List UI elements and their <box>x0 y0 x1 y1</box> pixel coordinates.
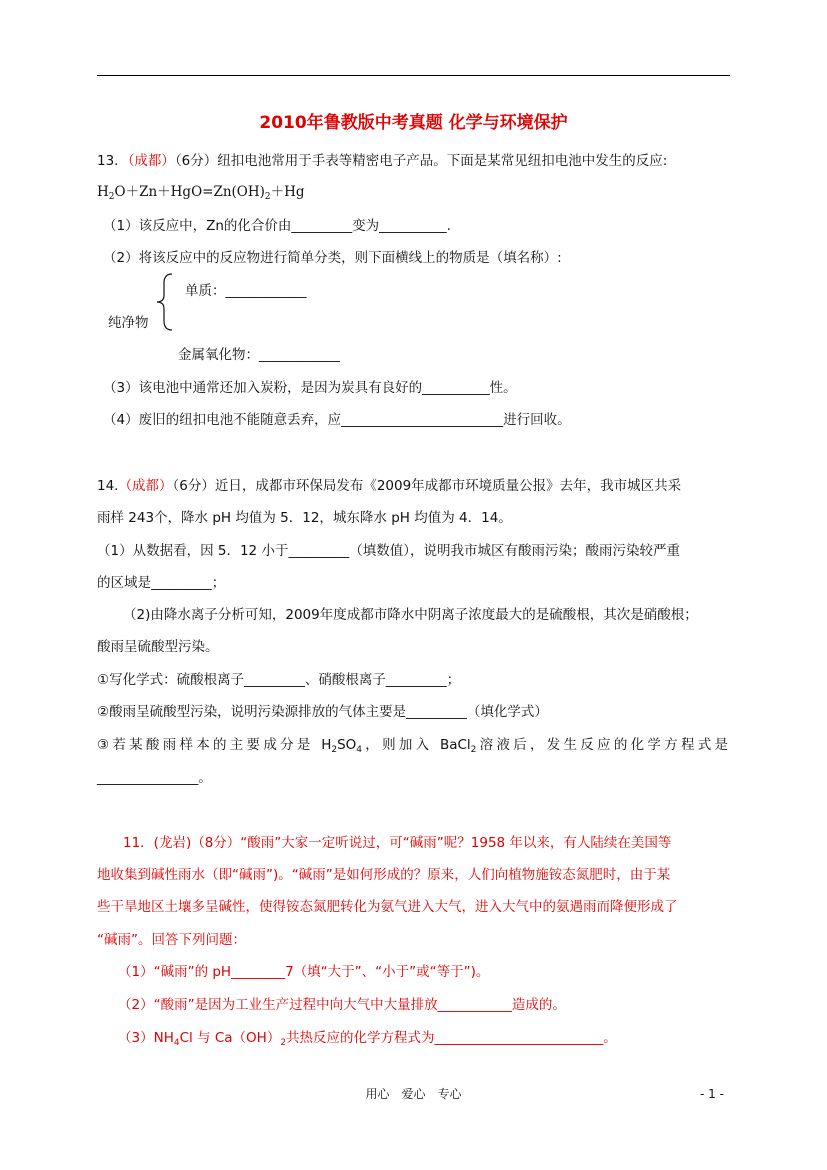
q11-stem-line3: 些干旱地区土壤多呈碱性，使得铵态氮肥转化为氨气进入大气，进入大气中的氨遇雨而降便形成了 <box>97 899 678 915</box>
q13-stem-text: （6分）纽扣电池常用于手表等精密电子产品。下面是某常见纽扣电池中发生的反应: <box>174 153 668 169</box>
q11-stem-line1: 11．(龙岩)（8分）“酸雨”大家一定听说过，可“碱雨”呢？1958 年以来，有人陆续在美国等 <box>123 835 672 851</box>
q14-stem-line1: 14.（成都）（6分）近日，成都市环保局发布《2009年成都市环境质量公报》去年，我市城区共采 <box>97 478 682 494</box>
q13-danzhi: 单质：____________ <box>185 283 307 299</box>
q14-part2-line2: 酸雨呈硫酸型污染。 <box>97 639 219 655</box>
q13-stem <box>97 152 667 170</box>
q14-part1-line2: 的区域是_________； <box>97 575 226 591</box>
q13-source: （成都） <box>127 153 175 169</box>
page-title: 2010年鲁教版中考真题 化学与环境保护 <box>259 113 568 133</box>
q11-stem-line2: 地收集到碱性雨水（即“碱雨”)。“碱雨”是如何形成的？原来，人们向植物施铵态氮肥时，由于某 <box>97 867 671 883</box>
q11-stem-line4: “碱雨”。回答下列问题： <box>97 932 246 948</box>
q13-equation: $H_2O+Zn+HgO=Zn(OH)_2+Hg$ <box>97 184 305 202</box>
q13-part3: （3）该电池中通常还加入炭粉，是因为炭具有良好的__________性。 <box>103 380 517 396</box>
footer-motto: 用心 爱心 专心 <box>365 1087 462 1101</box>
q14-part2-line1: （2)由降水离子分析可知，2009年度成都市降水中阴离子浓度最大的是硫酸根，其次是硝酸根； <box>123 607 698 623</box>
q14-part1-line1: （1）从数据看，因 5．12 小于_________（填数值），说明我市城区有酸雨污染；酸雨污染较严重 <box>97 543 680 559</box>
q11-part3: $(3)NH_4Cl$ 与 $Ca(OH)_2$共热反应的化学方程式为_________________________。 <box>118 1030 617 1048</box>
q14-stem-line2: 雨样 243个，降水 pH 均值为 5．12，城东降水 pH 均值为 4．14。 <box>97 510 512 526</box>
q14-source: （成都） <box>118 478 173 494</box>
q14-sub3-line1: ③若某酸雨样本的主要成分是 $H_2SO_4$，则加入 BaCl$_2$溶液后，发生反应的化学方程式是 <box>97 737 728 755</box>
q11-part1: （1）“碱雨”的 pH________7（填“大于”、“小于”或“等于”)。 <box>118 964 490 980</box>
q13-part4: （4）废旧的纽扣电池不能随意丢弃，应________________________进行回收。 <box>103 412 571 428</box>
q13-number: 13． <box>97 153 128 169</box>
q13-chunjingwu: 纯净物 <box>108 315 149 331</box>
q13-jinshu: 金属氧化物：____________ <box>178 347 340 363</box>
q14-sub3-line2: _______________。 <box>97 770 212 786</box>
q11-part2: （2）“酸雨”是因为工业生产过程中向大气中大量排放___________造成的。 <box>118 997 566 1013</box>
q14-sub2: ②酸雨呈硫酸型污染，说明污染源排放的气体主要是_________（填化学式） <box>97 704 548 720</box>
q13-part1: （1）该反应中，Zn的化合价由_________变为__________. <box>103 218 451 234</box>
page-number: - 1 - <box>700 1087 724 1101</box>
q14-number: 14. <box>97 478 119 494</box>
q14-sub1: ①写化学式：硫酸根离子_________、硝酸根离子_________； <box>97 672 461 688</box>
header-rule <box>97 75 730 76</box>
q13-part2: （2）将该反应中的反应物进行简单分类，则下面横线上的物质是（填名称）: <box>103 250 562 266</box>
curly-brace-icon <box>156 273 174 331</box>
